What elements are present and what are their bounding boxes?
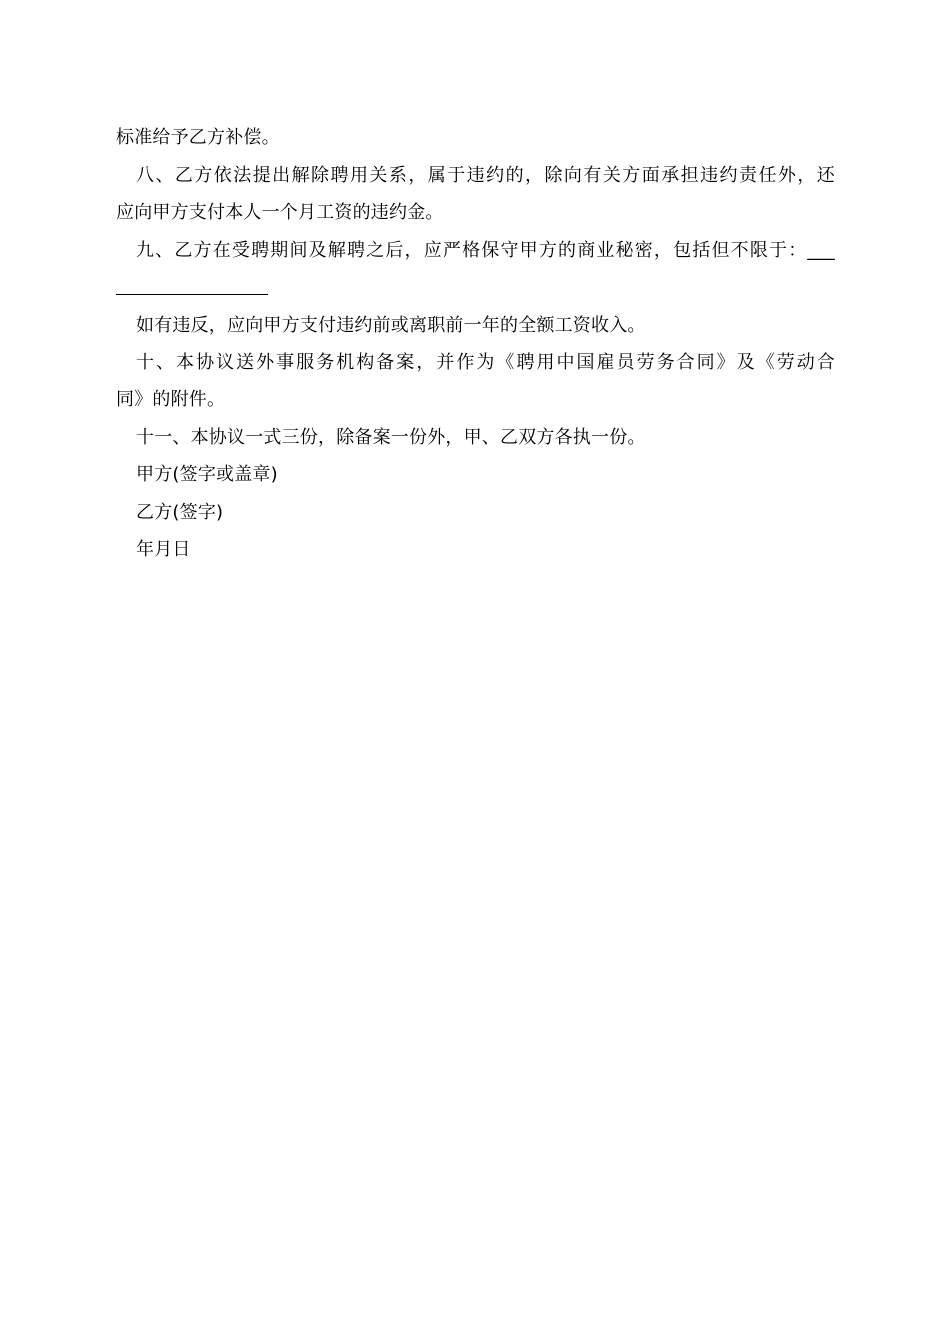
- clause-8-line-1: 八、乙方依法提出解除聘用关系，属于违约的，除向有关方面承担违约责任外，还: [136, 165, 835, 186]
- clause-10-line-2: 同》的附件。: [116, 389, 226, 410]
- party-b-signature-label: 乙方(签字): [136, 502, 224, 523]
- clause-8-line-2: 应向甲方支付本人一个月工资的违约金。: [116, 202, 444, 223]
- paragraph-line-compensation: 标准给予乙方补偿。: [116, 127, 280, 148]
- clause-9-line-1: 九、乙方在受聘期间及解聘之后，应严格保守甲方的商业秘密，包括但不限于：___: [136, 240, 835, 261]
- clause-11-line: 十一、本协议一式三份，除备案一份外，甲、乙双方各执一份。: [136, 427, 646, 448]
- clause-10-line-1: 十、本协议送外事服务机构备案，并作为《聘用中国雇员劳务合同》及《劳动合: [136, 352, 835, 373]
- date-label: 年月日: [136, 539, 191, 560]
- fill-in-blank-line: [116, 294, 268, 295]
- party-a-signature-label: 甲方(签字或盖章): [136, 464, 278, 485]
- clause-9-penalty-line: 如有违反，应向甲方支付违约前或离职前一年的全额工资收入。: [136, 315, 646, 336]
